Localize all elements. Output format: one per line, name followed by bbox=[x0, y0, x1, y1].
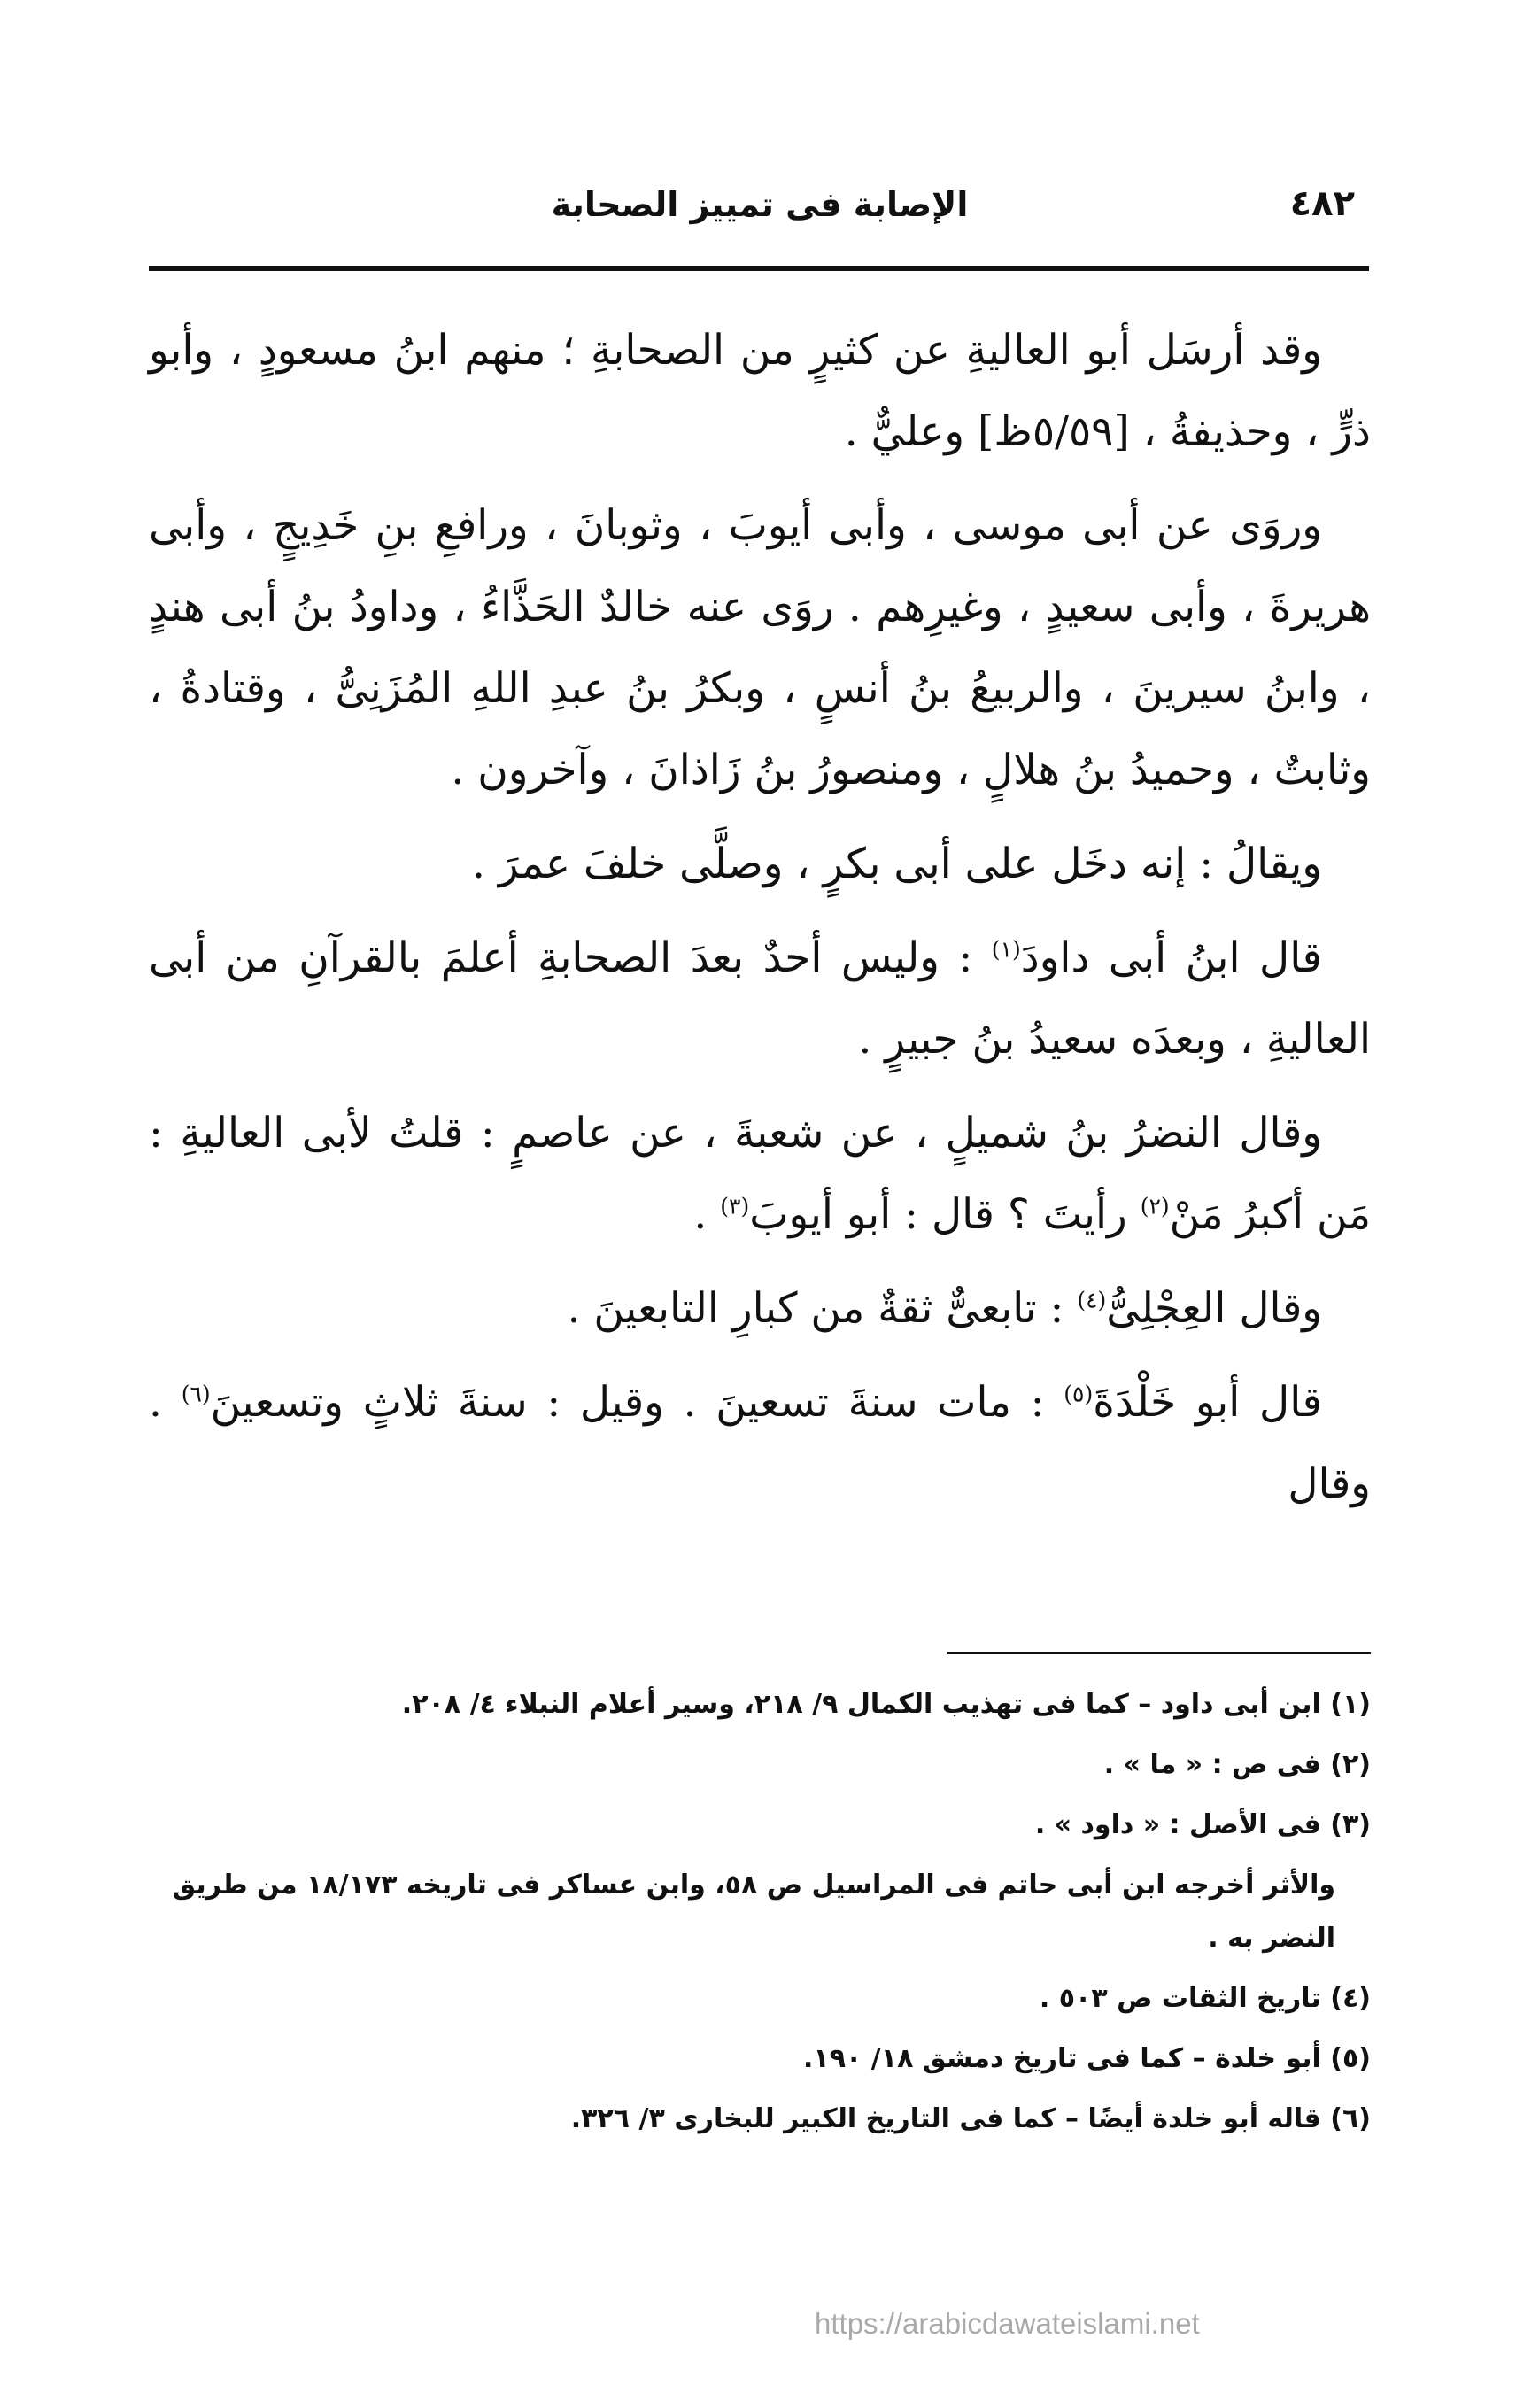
footnote-2: (٢) فى ص : « ما » . bbox=[1103, 1749, 1371, 1780]
header-rule bbox=[149, 266, 1369, 271]
paragraph-4-text-b: : وليس أحدٌ بعدَ الصحابةِ أعلمَ بالقرآنِ من أبى العاليةِ ، وبعدَه سعيدُ بنُ جبيرٍ . bbox=[149, 933, 1371, 1064]
paragraph-6 bbox=[149, 1268, 1371, 1350]
main-text bbox=[149, 310, 1371, 1537]
footnote-4: (٤) تاريخ الثقات ص ٥٠٣ . bbox=[1039, 1983, 1371, 2014]
paragraph-6-text-b: : تابعىٌّ ثقةٌ من كبارِ التابعينَ . bbox=[567, 1284, 1078, 1333]
footnote-ref-3: (٣) bbox=[720, 1193, 750, 1219]
paragraph-5-text-c: . bbox=[693, 1190, 721, 1239]
footnote-ref-5: (٥) bbox=[1064, 1381, 1094, 1407]
footnote-ref-1: (١) bbox=[991, 936, 1021, 963]
footnote-ref-2: (٢) bbox=[1140, 1193, 1170, 1219]
footnote-ref-6: (٦) bbox=[181, 1381, 211, 1407]
footnote-3-continuation: والأثر أخرجه ابن أبى حاتم فى المراسيل ص ٥٨، وابن عساكر فى تاريخه ١٨/١٧٣ من طريق النضر به . bbox=[172, 1870, 1335, 1954]
paragraph-7-text-a: قال أبو خَلْدَةَ bbox=[1093, 1378, 1322, 1427]
footnote-1: (١) ابن أبى داود – كما فى تهذيب الكمال ٩/ ٢١٨، وسير أعلام النبلاء ٤/ ٢٠٨. bbox=[401, 1689, 1371, 1720]
paragraph-4-text-a: قال ابنُ أبى داودَ bbox=[1020, 933, 1322, 982]
paragraph-7-text-c: . وقال bbox=[149, 1378, 1371, 1508]
paragraph-5-text-a: وقال النضرُ بنُ شميلٍ ، عن شعبةَ ، عن عاصمٍ : قلتُ لأبى العاليةِ : مَن أكبرُ مَنْ bbox=[149, 1109, 1371, 1239]
paragraph-3: ويقالُ : إنه دخَل على أبى بكرٍ ، وصلَّى خلفَ عمرَ . bbox=[471, 840, 1322, 888]
footnotes bbox=[149, 1678, 1371, 2153]
paragraph-6-text-a: وقال العِجْلِىُّ bbox=[1106, 1284, 1322, 1333]
watermark-url: https://arabicdawateislami.net bbox=[815, 2307, 1200, 2340]
paragraph-4 bbox=[149, 918, 1371, 1080]
paragraph-5 bbox=[149, 1093, 1371, 1256]
paragraph-1: وقد أرسَل أبو العاليةِ عن كثيرٍ من الصحابةِ ؛ منهم ابنُ مسعودٍ ، وأبو ذرٍّ ، وحذيفةُ ، [٥/٥٩ظ] وعليٌّ . bbox=[149, 326, 1371, 456]
footnote-rule bbox=[948, 1652, 1371, 1654]
footnote-3: (٣) فى الأصل : « داود » . bbox=[1034, 1809, 1371, 1840]
footnote-5: (٥) أبو خلدة – كما فى تاريخ دمشق ١٨/ ١٩٠. bbox=[803, 2043, 1371, 2074]
footnote-ref-4: (٤) bbox=[1077, 1287, 1107, 1313]
footnote-6: (٦) قاله أبو خلدة أيضًا – كما فى التاريخ الكبير للبخارى ٣/ ٣٢٦. bbox=[570, 2103, 1371, 2134]
paragraph-7-text-b: : مات سنةَ تسعينَ . وقيل : سنةَ ثلاثٍ وتسعينَ bbox=[210, 1378, 1064, 1427]
page-number: ٤٨٢ bbox=[1289, 183, 1355, 224]
paragraph-7 bbox=[149, 1362, 1371, 1525]
running-title: الإصابة فى تمييز الصحابة bbox=[551, 185, 969, 224]
page-header bbox=[149, 182, 1371, 244]
paragraph-5-text-b: رأيتَ ؟ قال : أبو أيوبَ bbox=[749, 1190, 1141, 1239]
paragraph-2: وروَى عن أبى موسى ، وأبى أيوبَ ، وثوبانَ ، ورافعِ بنِ خَدِيجٍ ، وأبى هريرةَ ، وأبى سعيدٍ ، وغيرِهم . روَى عنه خالدٌ الحَذَّاءُ ، وداودُ بنُ أبى هندٍ ، وابنُ سيرينَ ، والربيعُ بنُ أنسٍ ، وبكرُ بنُ عبدِ اللهِ المُزَنِىُّ ، وقتادةُ ، وثابتٌ ، وحميدُ بنُ هلالٍ ، ومنصورُ بنُ زَاذانَ ، وآخرون . bbox=[149, 501, 1371, 794]
